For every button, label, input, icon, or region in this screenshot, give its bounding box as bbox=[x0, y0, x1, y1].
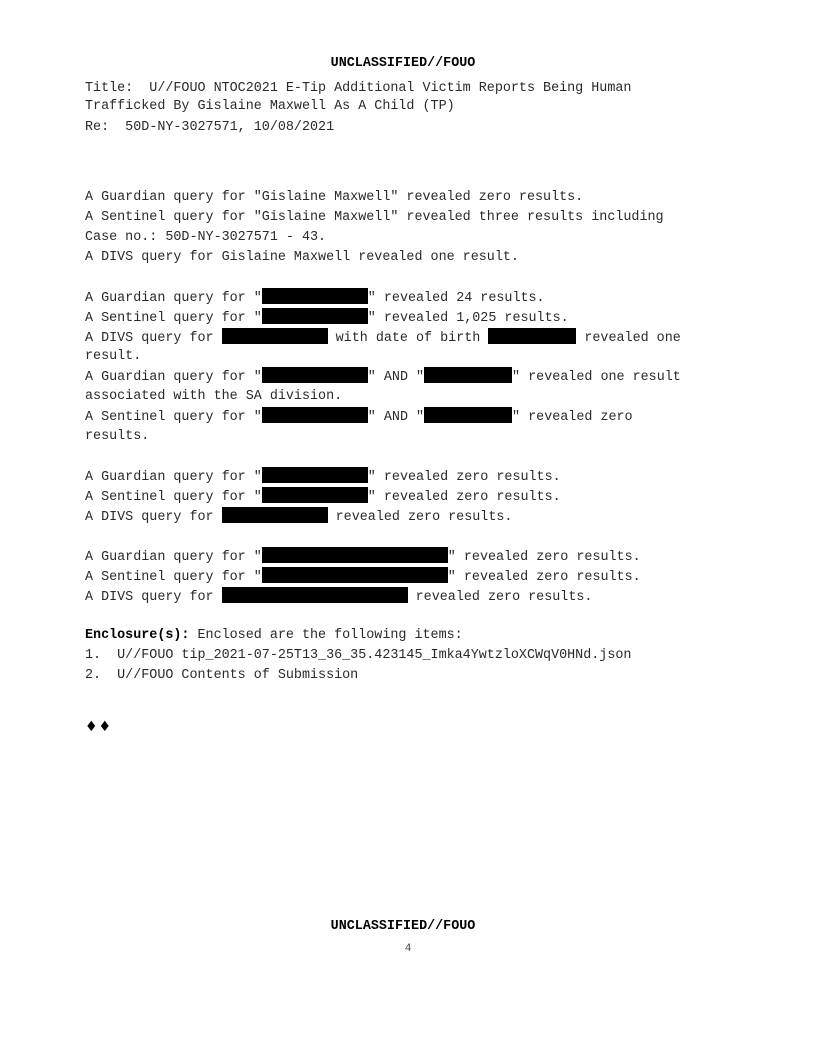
guardian-query-redacted-2: A Guardian query for " " revealed zero results. bbox=[85, 467, 561, 488]
classification-footer: UNCLASSIFIED//FOUO bbox=[330, 919, 476, 934]
redaction-block bbox=[262, 547, 448, 563]
enclosures-intro: Enclosed are the following items: bbox=[189, 628, 463, 643]
guardian-query-redacted-and: A Guardian query for " " AND " " revealed one result bbox=[85, 367, 681, 388]
divs-query-redacted-2: A DIVS query for revealed zero results. bbox=[85, 507, 512, 528]
redaction-block bbox=[262, 567, 448, 583]
redaction-block bbox=[262, 467, 368, 483]
divs-query-continuation: result. bbox=[85, 349, 142, 364]
redaction-block bbox=[488, 328, 576, 344]
re-line: Re: 50D-NY-3027571, 10/08/2021 bbox=[85, 120, 335, 135]
guardian-query-maxwell: A Guardian query for "Gislaine Maxwell" revealed zero results. bbox=[85, 190, 584, 205]
end-of-document-marker: ♦♦ bbox=[85, 719, 113, 735]
title-line-2: Trafficked By Gislaine Maxwell As A Child (TP) bbox=[85, 99, 455, 114]
redaction-block bbox=[222, 507, 328, 523]
divs-query-maxwell: A DIVS query for Gislaine Maxwell revealed one result. bbox=[85, 250, 519, 265]
enclosures-heading bbox=[85, 626, 463, 646]
redaction-block bbox=[222, 328, 328, 344]
case-number-line: Case no.: 50D-NY-3027571 - 43. bbox=[85, 230, 327, 245]
redaction-block bbox=[262, 487, 368, 503]
sentinel-query-continuation: results. bbox=[85, 429, 150, 444]
title-line-1: Title: U//FOUO NTOC2021 E-Tip Additional Victim Reports Being Human bbox=[85, 81, 632, 96]
guardian-query-continuation: associated with the SA division. bbox=[85, 389, 343, 404]
sentinel-query-redacted-2: A Sentinel query for " " revealed zero results. bbox=[85, 487, 561, 508]
sentinel-query-maxwell: A Sentinel query for "Gislaine Maxwell" revealed three results including bbox=[85, 210, 664, 225]
redaction-block bbox=[262, 407, 368, 423]
redaction-block bbox=[424, 367, 512, 383]
redaction-block bbox=[222, 587, 408, 603]
page-number: 4 bbox=[404, 943, 412, 955]
divs-query-redacted-1: A DIVS query for with date of birth revealed one bbox=[85, 328, 681, 349]
redaction-block bbox=[262, 367, 368, 383]
sentinel-query-redacted-1: A Sentinel query for " " revealed 1,025 results. bbox=[85, 308, 569, 329]
sentinel-query-redacted-3: A Sentinel query for " " revealed zero results. bbox=[85, 567, 641, 588]
redaction-block bbox=[262, 288, 368, 304]
guardian-query-redacted-1: A Guardian query for " " revealed 24 results. bbox=[85, 288, 545, 309]
guardian-query-redacted-3: A Guardian query for " " revealed zero results. bbox=[85, 547, 641, 568]
redaction-block bbox=[424, 407, 512, 423]
enclosure-item-1: 1. U//FOUO tip_2021-07-25T13_36_35.423145_Imka4YwtzloXCWqV0HNd.json bbox=[85, 648, 632, 663]
sentinel-query-redacted-and: A Sentinel query for " " AND " " revealed zero bbox=[85, 407, 633, 428]
enclosure-item-2: 2. U//FOUO Contents of Submission bbox=[85, 668, 359, 683]
divs-query-redacted-3: A DIVS query for revealed zero results. bbox=[85, 587, 592, 608]
redaction-block bbox=[262, 308, 368, 324]
enclosures-label: Enclosure(s): bbox=[85, 628, 190, 643]
classification-header: UNCLASSIFIED//FOUO bbox=[330, 56, 476, 71]
